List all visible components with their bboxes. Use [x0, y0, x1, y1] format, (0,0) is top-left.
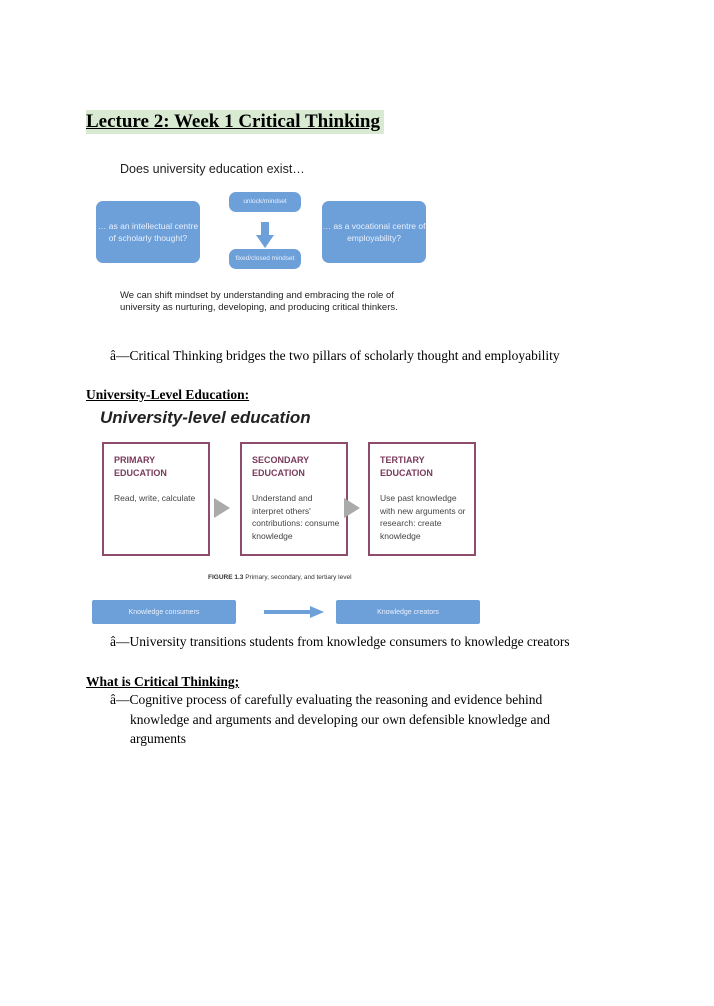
fixed-mindset-box: fixed/closed mindset: [229, 249, 301, 269]
employability-box: … as a vocational centre of employability?: [322, 201, 426, 263]
page-title: Lecture 2: Week 1 Critical Thinking: [86, 110, 384, 134]
bullet-critical-thinking-definition-line3: arguments: [130, 731, 186, 746]
university-level-education-figure: [92, 406, 486, 630]
arrow-right-icon: [264, 606, 324, 618]
figure2-caption: [208, 574, 352, 581]
figure1-caption: We can shift mindset by understanding and embracing the role of university as nurturing, developing, and producing critical thinkers.: [120, 290, 398, 313]
heading-what-is-critical-thinking: What is Critical Thinking;: [86, 674, 240, 689]
triangle-arrow-icon: [344, 498, 360, 518]
bullet-critical-thinking-bridge: â—Critical Thinking bridges the two pillars of scholarly thought and employability: [110, 348, 560, 363]
mindset-figure: [96, 152, 436, 328]
tertiary-education-text: Use past knowledge with new arguments or research: create knowledge: [380, 493, 466, 541]
triangle-arrow-icon: [214, 498, 230, 518]
unlock-mindset-box: unlock/mindset: [229, 192, 301, 212]
heading-university-level-education: University-Level Education:: [86, 387, 250, 402]
figure1-title: Does university education exist…: [120, 162, 305, 176]
figure2-caption-text: Primary, secondary, and tertiary level: [243, 574, 352, 581]
secondary-education-text: Understand and interpret others' contributions: consume knowledge: [252, 493, 340, 541]
figure2-caption-label: FIGURE 1.3: [208, 574, 244, 581]
bullet-university-transitions: â—University transitions students from knowledge consumers to knowledge creators: [110, 634, 570, 649]
arrow-down-icon: [256, 222, 274, 248]
bullet-critical-thinking-definition-line2: knowledge and arguments and developing our own defensible knowledge and: [130, 712, 551, 727]
secondary-education-box: [240, 442, 348, 556]
primary-education-label: PRIMARY EDUCATION: [114, 455, 167, 478]
tertiary-education-label: TERTIARY EDUCATION: [380, 455, 433, 478]
secondary-education-label: SECONDARY EDUCATION: [252, 455, 310, 478]
figure2-title: University-level education: [100, 408, 311, 427]
knowledge-creators-bar: Knowledge creators: [336, 600, 480, 624]
scholarly-thought-box: … as an intellectual centre of scholarly thought?: [96, 201, 200, 263]
primary-education-box: [102, 442, 210, 556]
knowledge-consumers-bar: Knowledge consumers: [92, 600, 236, 624]
tertiary-education-box: [368, 442, 476, 556]
primary-education-text: Read, write, calculate: [114, 493, 196, 503]
bullet-critical-thinking-definition-line1: â—Cognitive process of carefully evaluating the reasoning and evidence behind: [110, 692, 543, 707]
